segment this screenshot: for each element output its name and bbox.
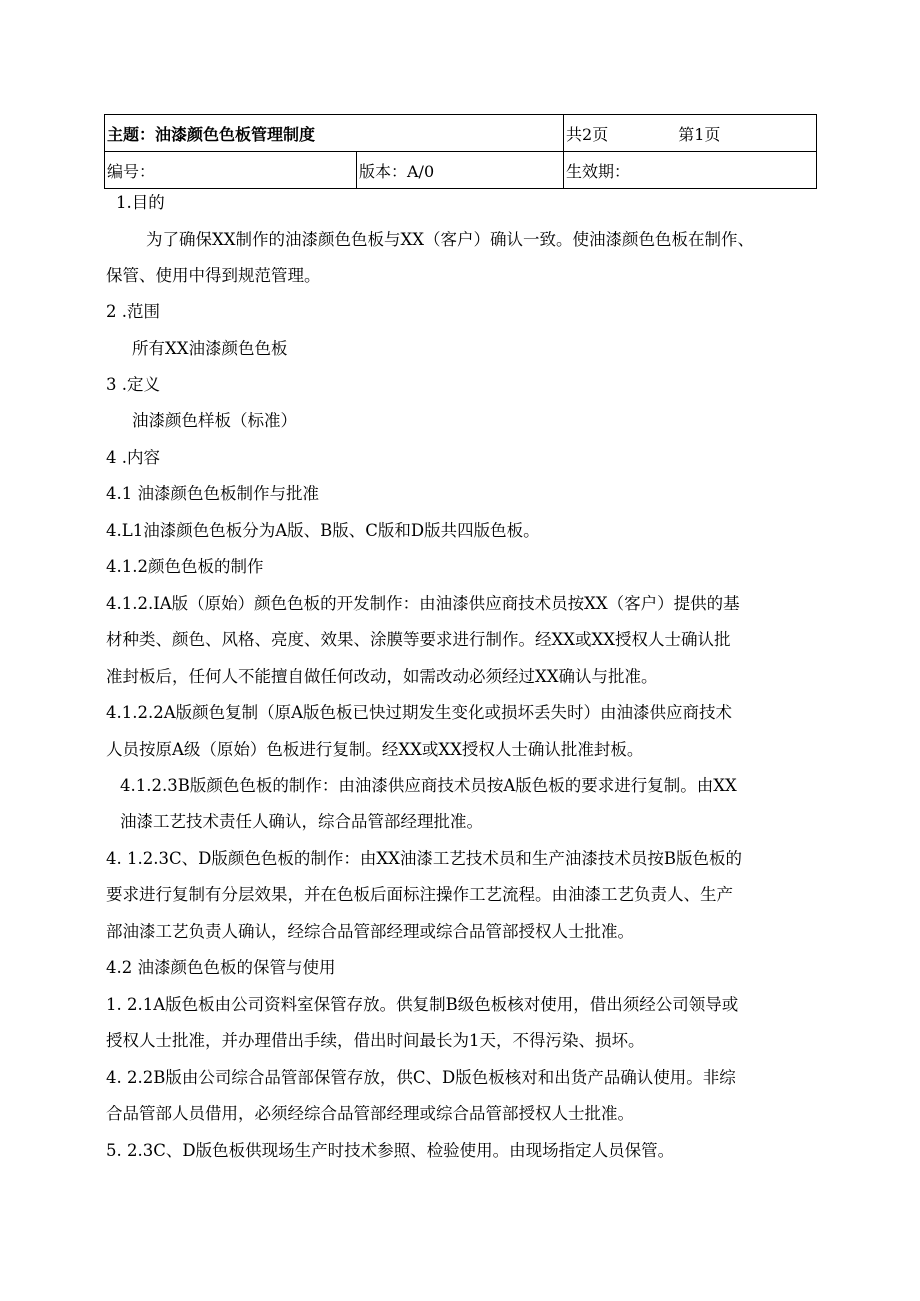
body-line: 人员按原A级（原始）色板进行复制。经XX或XX授权人士确认批准封板。 (106, 740, 644, 759)
subject-cell: 主题：油漆颜色色板管理制度 (105, 115, 564, 152)
current-page: 第1页 (678, 124, 721, 144)
subsection-heading: 4.1.2颜色色板的制作 (106, 557, 264, 576)
body-line: 材种类、颜色、风格、亮度、效果、涂膜等要求进行制作。经XX或XX授权人士确认批 (106, 630, 731, 649)
body-line: 4.1.2.2A版颜色复制（原A版色板已快过期发生变化或损坏丢失时）由油漆供应商技术 (106, 703, 733, 722)
subsection-heading: 4.2 油漆颜色色板的保管与使用 (106, 958, 336, 977)
body-line: 4. 2.2B版由公司综合品管部保管存放，供C、D版色板核对和出货产品确认使用。非综 (106, 1068, 736, 1087)
section-2-heading: 2 .范围 (106, 302, 160, 321)
document-header-table (104, 114, 817, 189)
subsection-heading: 4.1 油漆颜色色板制作与批准 (106, 484, 319, 503)
body-line: 授权人士批准，并办理借出手续，借出时间最长为1天，不得污染、损坏。 (106, 1031, 645, 1050)
number-cell: 编号： (105, 152, 357, 189)
body-line: 合品管部人员借用，必须经综合品管部经理或综合品管部授权人士批准。 (106, 1104, 634, 1123)
body-line: 保管、使用中得到规范管理。 (106, 266, 321, 285)
page-info-cell (564, 115, 817, 152)
body-line: 为了确保XX制作的油漆颜色色板与XX（客户）确认一致。使油漆颜色色板在制作、 (146, 230, 754, 249)
total-pages: 共2页 (566, 124, 609, 144)
body-line: 要求进行复制有分层效果，并在色板后面标注操作工艺流程。由油漆工艺负责人、生产 (106, 885, 733, 904)
section-4-heading: 4 .内容 (106, 448, 160, 467)
body-line: 所有XX油漆颜色色板 (132, 339, 288, 358)
effective-date-cell: 生效期： (564, 152, 817, 189)
body-line: 4.1.2.3B版颜色色板的制作：由油漆供应商技术员按A版色板的要求进行复制。由XX (120, 776, 737, 795)
body-line: 部油漆工艺负责人确认，经综合品管部经理或综合品管部授权人士批准。 (106, 922, 634, 941)
body-line: 4. 1.2.3C、D版颜色色板的制作：由XX油漆工艺技术员和生产油漆技术员按B版色板的 (106, 849, 742, 868)
body-line: 油漆工艺技术责任人确认，综合品管部经理批准。 (120, 812, 483, 831)
body-line: 准封板后，任何人不能擅自做任何改动，如需改动必须经过XX确认与批准。 (106, 667, 658, 686)
body-line: 油漆颜色样板（标准） (132, 411, 297, 430)
body-line: 4.1.2.IA版（原始）颜色色板的开发制作：由油漆供应商技术员按XX（客户）提供的基 (106, 594, 740, 613)
section-3-heading: 3 .定义 (106, 375, 160, 394)
body-line: 5. 2.3C、D版色板供现场生产时技术参照、检验使用。由现场指定人员保管。 (106, 1141, 675, 1160)
section-1-heading: 1.目的 (116, 193, 165, 212)
version-cell: 版本：A/0 (357, 152, 564, 189)
header-row-2 (105, 152, 817, 189)
body-line: 1. 2.1A版色板由公司资料室保管存放。供复制B级色板核对使用，借出须经公司领导或 (106, 995, 739, 1014)
body-line: 4.L1油漆颜色色板分为A版、B版、C版和D版共四版色板。 (106, 521, 540, 540)
header-row-1 (105, 115, 817, 152)
